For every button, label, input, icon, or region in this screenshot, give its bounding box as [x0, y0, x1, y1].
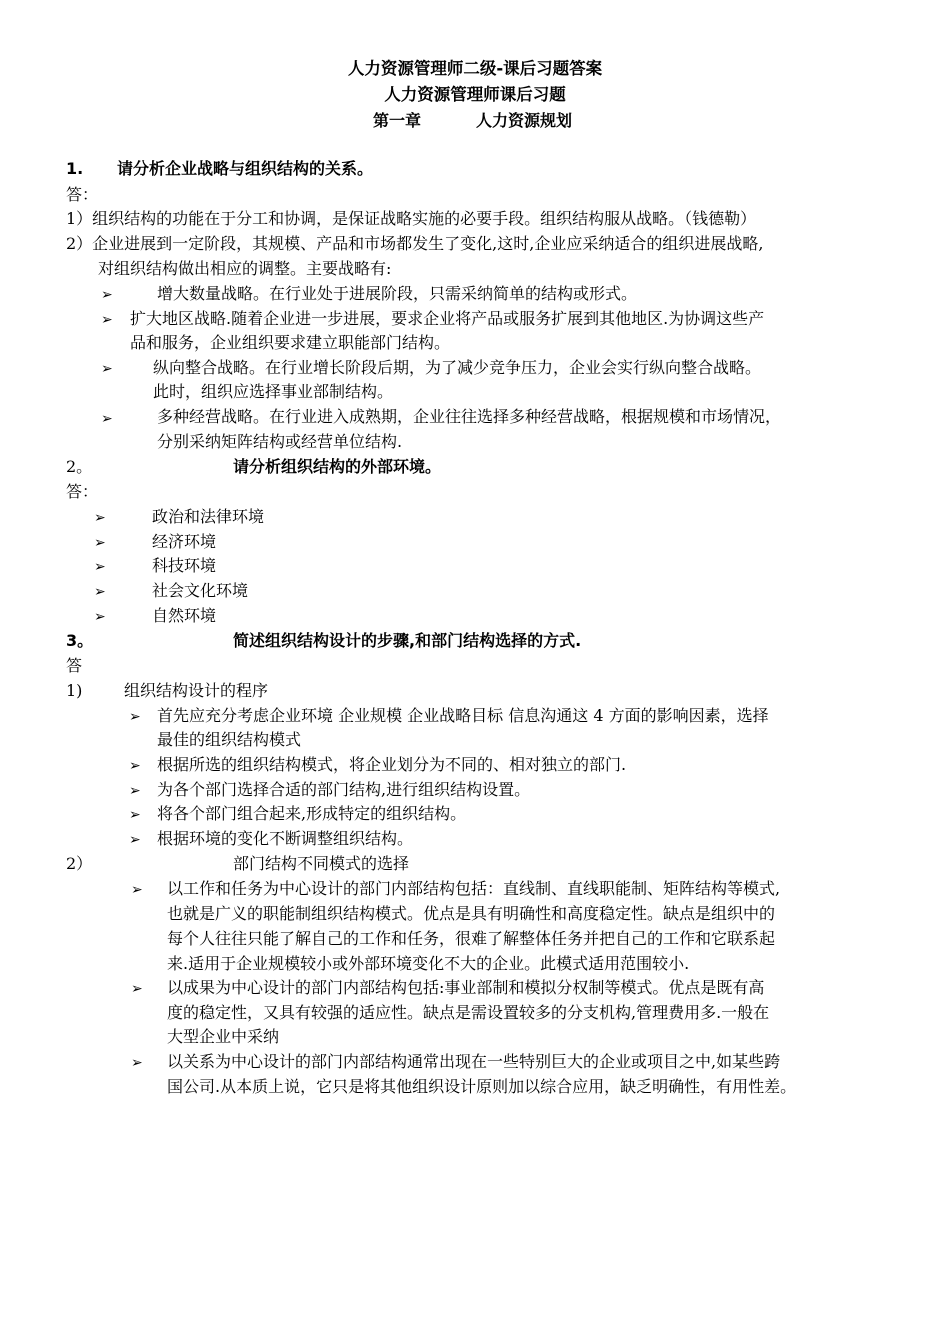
- bullet-arrow-icon: ➢: [101, 411, 113, 427]
- question-1-number: 1.: [66, 159, 84, 178]
- chapter-number: 第一章: [373, 111, 422, 130]
- question-2-number: 2。: [66, 457, 93, 476]
- document-title: 人力资源管理师二级-课后习题答案: [347, 59, 603, 78]
- structure-mode-cont: 大型企业中采纳: [167, 1027, 280, 1046]
- bullet-arrow-icon: ➢: [101, 361, 113, 377]
- section-1-number: 1): [66, 681, 83, 700]
- environment-item: 自然环境: [152, 606, 217, 625]
- bullet-arrow-icon: ➢: [131, 981, 143, 997]
- bullet-arrow-icon: ➢: [129, 758, 141, 774]
- design-step: 将各个部门组合起来,形成特定的组织结构。: [157, 804, 467, 823]
- structure-mode-cont: 国公司.从本质上说，它只是将其他组织设计原则加以综合应用，缺乏明确性，有用性差。: [167, 1077, 797, 1096]
- bullet-arrow-icon: ➢: [94, 584, 106, 600]
- structure-mode-cont: 来.适用于企业规模较小或外部环境变化不大的企业。此模式适用范围较小.: [167, 954, 690, 973]
- answer-2-label: 答：: [66, 482, 99, 501]
- question-3-text: 简述组织结构设计的步骤,和部门结构选择的方式.: [233, 631, 582, 650]
- bullet-arrow-icon: ➢: [129, 783, 141, 799]
- bullet-arrow-icon: ➢: [101, 312, 113, 328]
- design-step: 根据所选的组织结构模式，将企业划分为不同的、相对独立的部门.: [157, 755, 627, 774]
- environment-item: 科技环境: [152, 556, 217, 575]
- strategy-item-cont: 此时，组织应选择事业部制结构。: [153, 382, 394, 401]
- design-step: 为各个部门选择合适的部门结构,进行组织结构设置。: [157, 780, 531, 799]
- structure-mode-cont: 度的稳定性，又具有较强的适应性。缺点是需设置较多的分支机构,管理费用多.一般在: [167, 1003, 770, 1022]
- strategy-item: 扩大地区战略.随着企业进一步进展，要求企业将产品或服务扩展到其他地区.为协调这些产: [130, 309, 765, 328]
- environment-item: 政治和法律环境: [152, 507, 265, 526]
- question-1-text: 请分析企业战略与组织结构的关系。: [117, 159, 374, 178]
- answer-1-paragraph-2-cont: 对组织结构做出相应的调整。主要战略有:: [98, 259, 392, 278]
- bullet-arrow-icon: ➢: [94, 609, 106, 625]
- bullet-arrow-icon: ➢: [94, 559, 106, 575]
- section-2-number: 2）: [66, 854, 93, 873]
- document-subtitle: 人力资源管理师课后习题: [384, 85, 566, 104]
- strategy-item: 纵向整合战略。在行业增长阶段后期，为了减少竞争压力，企业会实行纵向整合战略。: [153, 358, 762, 377]
- strategy-item-cont: 分别采纳矩阵结构或经营单位结构.: [157, 432, 403, 451]
- chapter-title: 人力资源规划: [476, 111, 573, 130]
- design-step-cont: 最佳的组织结构模式: [157, 730, 302, 749]
- bullet-arrow-icon: ➢: [129, 807, 141, 823]
- section-1-title: 组织结构设计的程序: [124, 681, 269, 700]
- structure-mode: 以工作和任务为中心设计的部门内部结构包括：直线制、直线职能制、矩阵结构等模式,: [167, 879, 781, 898]
- bullet-arrow-icon: ➢: [94, 510, 106, 526]
- question-3-number: 3。: [66, 631, 94, 650]
- structure-mode-cont: 也就是广义的职能制组织结构模式。优点是具有明确性和高度稳定性。缺点是组织中的: [167, 904, 776, 923]
- bullet-arrow-icon: ➢: [94, 535, 106, 551]
- strategy-item-cont: 品和服务，企业组织要求建立职能部门结构。: [130, 333, 451, 352]
- answer-1-label: 答：: [66, 185, 99, 204]
- bullet-arrow-icon: ➢: [131, 882, 143, 898]
- section-2-title: 部门结构不同模式的选择: [233, 854, 410, 873]
- bullet-arrow-icon: ➢: [131, 1055, 143, 1071]
- strategy-item: 增大数量战略。在行业处于进展阶段，只需采纳简单的结构或形式。: [157, 284, 638, 303]
- structure-mode-cont: 每个人往往只能了解自己的工作和任务，很难了解整体任务并把自己的工作和它联系起: [167, 929, 776, 948]
- design-step: 根据环境的变化不断调整组织结构。: [157, 829, 414, 848]
- answer-3-label: 答: [66, 656, 83, 675]
- structure-mode: 以关系为中心设计的部门内部结构通常出现在一些特别巨大的企业或项目之中,如某些跨: [167, 1052, 781, 1071]
- answer-1-paragraph-2: 2）企业进展到一定阶段，其规模、产品和市场都发生了变化,这时,企业应采纳适合的组织进展战略,: [66, 234, 764, 253]
- answer-1-paragraph-1: 1）组织结构的功能在于分工和协调，是保证战略实施的必要手段。组织结构服从战略。（钱德勒）: [66, 209, 757, 228]
- design-step: 首先应充分考虑企业环境 企业规模 企业战略目标 信息沟通这 4 方面的影响因素，选择: [157, 706, 769, 725]
- environment-item: 社会文化环境: [152, 581, 249, 600]
- strategy-item: 多种经营战略。在行业进入成熟期，企业往往选择多种经营战略，根据规模和市场情况，: [157, 407, 782, 426]
- structure-mode: 以成果为中心设计的部门内部结构包括:事业部制和模拟分权制等模式。优点是既有高: [167, 978, 765, 997]
- bullet-arrow-icon: ➢: [129, 832, 141, 848]
- bullet-arrow-icon: ➢: [129, 709, 141, 725]
- environment-item: 经济环境: [152, 532, 217, 551]
- bullet-arrow-icon: ➢: [101, 287, 113, 303]
- question-2-text: 请分析组织结构的外部环境。: [233, 457, 442, 476]
